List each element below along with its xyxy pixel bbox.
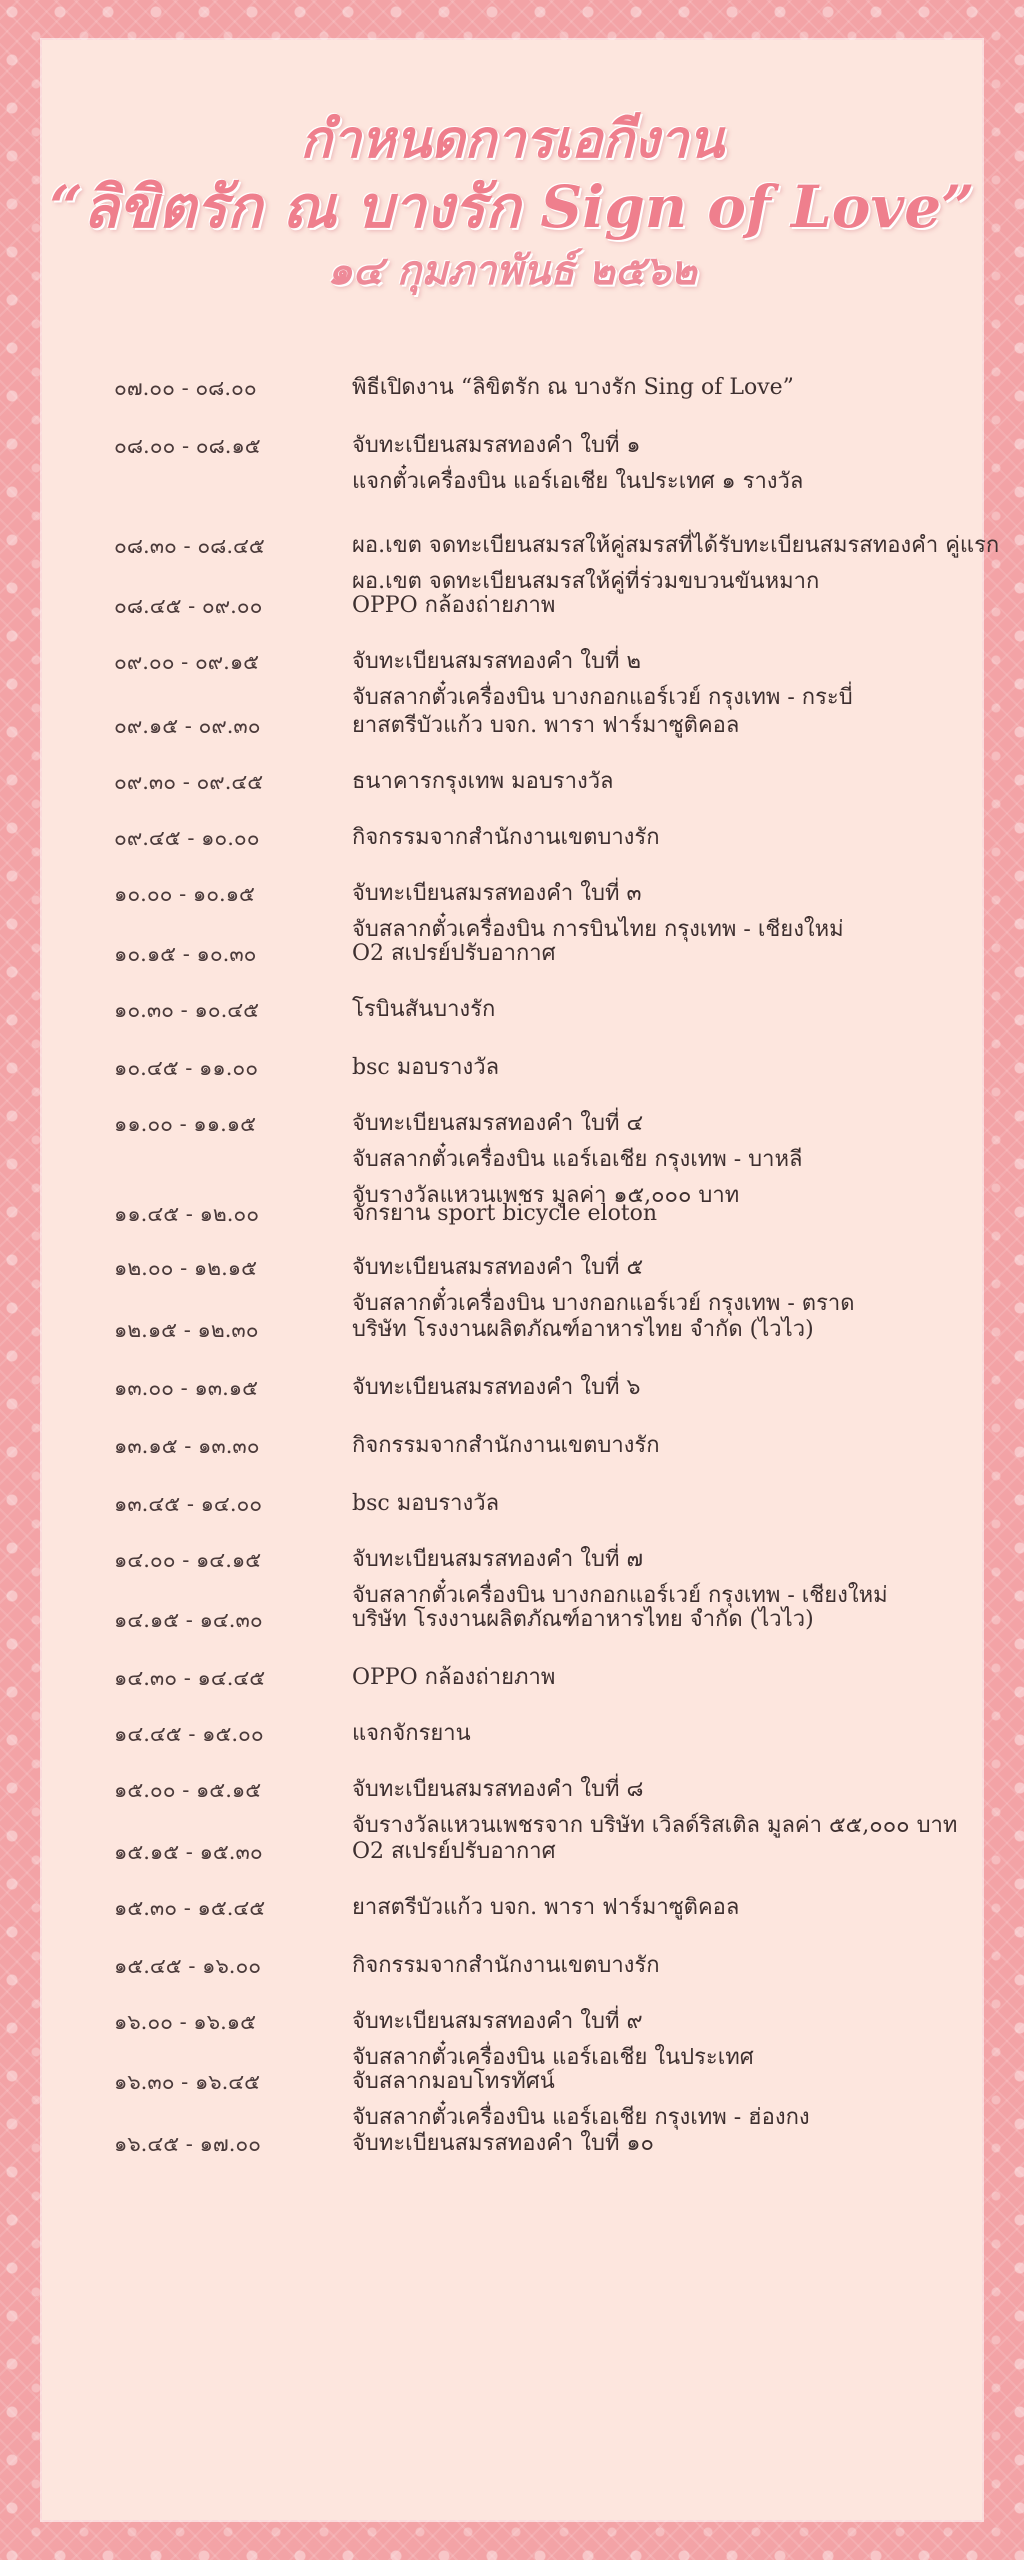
time-range: ๐๙.๑๕ - ๐๙.๓๐ bbox=[114, 714, 261, 738]
activity-description bbox=[352, 1486, 982, 1522]
activity-description bbox=[352, 1602, 982, 1638]
activity-description bbox=[352, 1370, 982, 1406]
activity-description bbox=[352, 1428, 982, 1464]
activity-line: จับรางวัลแหวนเพชร มูลค่า ๑๕,๐๐๐ บาท bbox=[352, 1183, 740, 1208]
time-range: ๐๙.๔๕ - ๑๐.๐๐ bbox=[114, 826, 260, 850]
activity-line: จับทะเบียนสมรสทองคำ ใบที่ ๑๐ bbox=[352, 2131, 654, 2156]
activity-line: ยาสตรีบัวแก้ว บจก. พารา ฟาร์มาซูติคอล bbox=[352, 713, 740, 738]
activity-line: bsc มอบรางวัล bbox=[352, 1491, 500, 1516]
activity-description bbox=[352, 1312, 982, 1348]
activity-description bbox=[352, 764, 982, 800]
activity-description bbox=[352, 1834, 982, 1870]
activity-line: พิธีเปิดงาน “ลิขิตรัก ณ บางรัก Sing of Love” bbox=[352, 375, 794, 400]
activity-line: บริษัท โรงงานผลิตภัณฑ์อาหารไทย จำกัด (ไวไว) bbox=[352, 1607, 814, 1632]
time-range: ๑๓.๐๐ - ๑๓.๑๕ bbox=[114, 1376, 259, 1400]
time-range: ๑๔.๓๐ - ๑๔.๔๕ bbox=[114, 1666, 266, 1690]
activity-line: จักรยาน sport bicycle eloton bbox=[352, 1201, 658, 1226]
time-range: ๐๘.๐๐ - ๐๘.๑๕ bbox=[114, 434, 261, 458]
page-title: กำหนดการเอกีงาน bbox=[300, 109, 724, 170]
activity-line: บริษัท โรงงานผลิตภัณฑ์อาหารไทย จำกัด (ไวไว) bbox=[352, 1317, 814, 1342]
activity-line: จับสลากตั๋วเครื่องบิน การบินไทย กรุงเทพ - เชียงใหม่ bbox=[352, 917, 844, 942]
activity-line: จับทะเบียนสมรสทองคำ ใบที่ ๗ bbox=[352, 1547, 644, 1572]
event-date: ๑๔ กุมภาพันธ์ ๒๕๖๒ bbox=[327, 247, 697, 295]
activity-line: จับสลากตั๋วเครื่องบิน บางกอกแอร์เวย์ กรุงเทพ - เชียงใหม่ bbox=[352, 1583, 888, 1608]
time-range: ๑๔.๐๐ - ๑๔.๑๕ bbox=[114, 1548, 262, 1572]
activity-line: จับสลากตั๋วเครื่องบิน แอร์เอเชีย กรุงเทพ - ฮ่องกง bbox=[352, 2105, 810, 2130]
activity-line: OPPO กล้องถ่ายภาพ bbox=[352, 1665, 556, 1690]
activity-line: แจกจักรยาน bbox=[352, 1721, 471, 1746]
activity-line: โรบินสันบางรัก bbox=[352, 997, 496, 1022]
time-range: ๑๐.๑๕ - ๑๐.๓๐ bbox=[114, 942, 257, 966]
event-name: “ลิขิตรัก ณ บางรัก Sign of Love” bbox=[49, 172, 975, 241]
activity-line: ยาสตรีบัวแก้ว บจก. พารา ฟาร์มาซูติคอล bbox=[352, 1895, 740, 1920]
time-range: ๑๒.๑๕ - ๑๒.๓๐ bbox=[114, 1318, 259, 1342]
time-range: ๐๙.๐๐ - ๐๙.๑๕ bbox=[114, 650, 260, 674]
activity-description bbox=[352, 2126, 982, 2162]
time-range: ๑๐.๐๐ - ๑๐.๑๕ bbox=[114, 882, 255, 906]
time-range: ๑๕.๐๐ - ๑๕.๑๕ bbox=[114, 1778, 262, 1802]
activity-line: จับทะเบียนสมรสทองคำ ใบที่ ๙ bbox=[352, 2009, 643, 2034]
time-range: ๑๑.๐๐ - ๑๑.๑๕ bbox=[114, 1112, 256, 1136]
activity-line: จับทะเบียนสมรสทองคำ ใบที่ ๑ bbox=[352, 433, 641, 458]
activity-line: กิจกรรมจากสำนักงานเขตบางรัก bbox=[352, 1433, 660, 1458]
activity-line: จับทะเบียนสมรสทองคำ ใบที่ ๖ bbox=[352, 1375, 641, 1400]
activity-line: จับทะเบียนสมรสทองคำ ใบที่ ๔ bbox=[352, 1111, 644, 1136]
time-range: ๐๘.๓๐ - ๐๘.๔๕ bbox=[114, 534, 265, 558]
activity-line: จับทะเบียนสมรสทองคำ ใบที่ ๒ bbox=[352, 649, 641, 674]
activity-description bbox=[352, 992, 982, 1028]
activity-line: กิจกรรมจากสำนักงานเขตบางรัก bbox=[352, 825, 660, 850]
activity-description bbox=[352, 1716, 982, 1752]
activity-description bbox=[352, 708, 982, 744]
activity-line: จับทะเบียนสมรสทองคำ ใบที่ ๘ bbox=[352, 1777, 644, 1802]
activity-line: จับสลากตั๋วเครื่องบิน บางกอกแอร์เวย์ กรุงเทพ - ตราด bbox=[352, 1291, 855, 1316]
activity-line: กิจกรรมจากสำนักงานเขตบางรัก bbox=[352, 1953, 660, 1978]
time-range: ๑๔.๔๕ - ๑๕.๐๐ bbox=[114, 1722, 264, 1746]
activity-line: OPPO กล้องถ่ายภาพ bbox=[352, 593, 556, 618]
activity-line: bsc มอบรางวัล bbox=[352, 1055, 500, 1080]
activity-line: O2 สเปรย์ปรับอากาศ bbox=[352, 941, 556, 966]
time-range: ๑๐.๓๐ - ๑๐.๔๕ bbox=[114, 998, 260, 1022]
activity-line: จับสลากตั๋วเครื่องบิน แอร์เอเชีย กรุงเทพ - บาหลี bbox=[352, 1147, 803, 1172]
activity-description bbox=[352, 1948, 982, 1984]
activity-line: แจกตั๋วเครื่องบิน แอร์เอเชีย ในประเทศ ๑ รางวัล bbox=[352, 469, 804, 494]
time-range: ๑๓.๑๕ - ๑๓.๓๐ bbox=[114, 1434, 260, 1458]
time-range: ๑๐.๔๕ - ๑๑.๐๐ bbox=[114, 1056, 259, 1080]
activity-description bbox=[352, 820, 982, 856]
activity-line: จับสลากตั๋วเครื่องบิน แอร์เอเชีย ในประเทศ bbox=[352, 2045, 754, 2070]
time-range: ๑๓.๔๕ - ๑๔.๐๐ bbox=[114, 1492, 263, 1516]
activity-description bbox=[352, 588, 982, 624]
activity-description bbox=[352, 1660, 982, 1696]
activity-description bbox=[352, 936, 982, 972]
activity-line: จับสลากมอบโทรทัศน์ bbox=[352, 2069, 555, 2094]
activity-description bbox=[352, 1050, 982, 1086]
time-range: ๑๔.๑๕ - ๑๔.๓๐ bbox=[114, 1608, 263, 1632]
activity-description bbox=[352, 370, 982, 406]
time-range: ๑๒.๐๐ - ๑๒.๑๕ bbox=[114, 1256, 258, 1280]
time-range: ๑๖.๓๐ - ๑๖.๔๕ bbox=[114, 2070, 261, 2094]
time-range: ๑๕.๔๕ - ๑๖.๐๐ bbox=[114, 1954, 262, 1978]
activity-line: ผอ.เขต จดทะเบียนสมรสให้คู่สมรสที่ได้รับทะเบียนสมรสทองคำ คู่แรก bbox=[352, 533, 1000, 558]
time-range: ๐๘.๔๕ - ๐๙.๐๐ bbox=[114, 594, 263, 618]
activity-line: จับทะเบียนสมรสทองคำ ใบที่ ๓ bbox=[352, 881, 642, 906]
activity-description bbox=[352, 1890, 982, 1926]
activity-description bbox=[352, 1196, 982, 1232]
activity-line: O2 สเปรย์ปรับอากาศ bbox=[352, 1839, 556, 1864]
activity-line: จับสลากตั๋วเครื่องบิน บางกอกแอร์เวย์ กรุงเทพ - กระบี่ bbox=[352, 685, 853, 710]
time-range: ๑๖.๐๐ - ๑๖.๑๕ bbox=[114, 2010, 256, 2034]
activity-description bbox=[352, 644, 982, 716]
activity-line: ธนาคารกรุงเทพ มอบรางวัล bbox=[352, 769, 614, 794]
header bbox=[42, 110, 982, 294]
time-range: ๑๕.๑๕ - ๑๕.๓๐ bbox=[114, 1840, 263, 1864]
activity-line: ผอ.เขต จดทะเบียนสมรสให้คู่ที่ร่วมขบวนขันหมาก bbox=[352, 569, 820, 594]
activity-line: จับทะเบียนสมรสทองคำ ใบที่ ๕ bbox=[352, 1255, 644, 1280]
time-range: ๐๗.๐๐ - ๐๘.๐๐ bbox=[114, 376, 257, 400]
activity-description bbox=[352, 428, 982, 500]
time-range: ๑๖.๔๕ - ๑๗.๐๐ bbox=[114, 2132, 261, 2156]
schedule-panel bbox=[42, 40, 1000, 2520]
time-range: ๑๑.๔๕ - ๑๒.๐๐ bbox=[114, 1202, 260, 1226]
time-range: ๐๙.๓๐ - ๐๙.๔๕ bbox=[114, 770, 264, 794]
time-range: ๑๕.๓๐ - ๑๕.๔๕ bbox=[114, 1896, 266, 1920]
activity-line: จับรางวัลแหวนเพชรจาก บริษัท เวิลด์ริสเติล มูลค่า ๕๕,๐๐๐ บาท bbox=[352, 1813, 958, 1838]
